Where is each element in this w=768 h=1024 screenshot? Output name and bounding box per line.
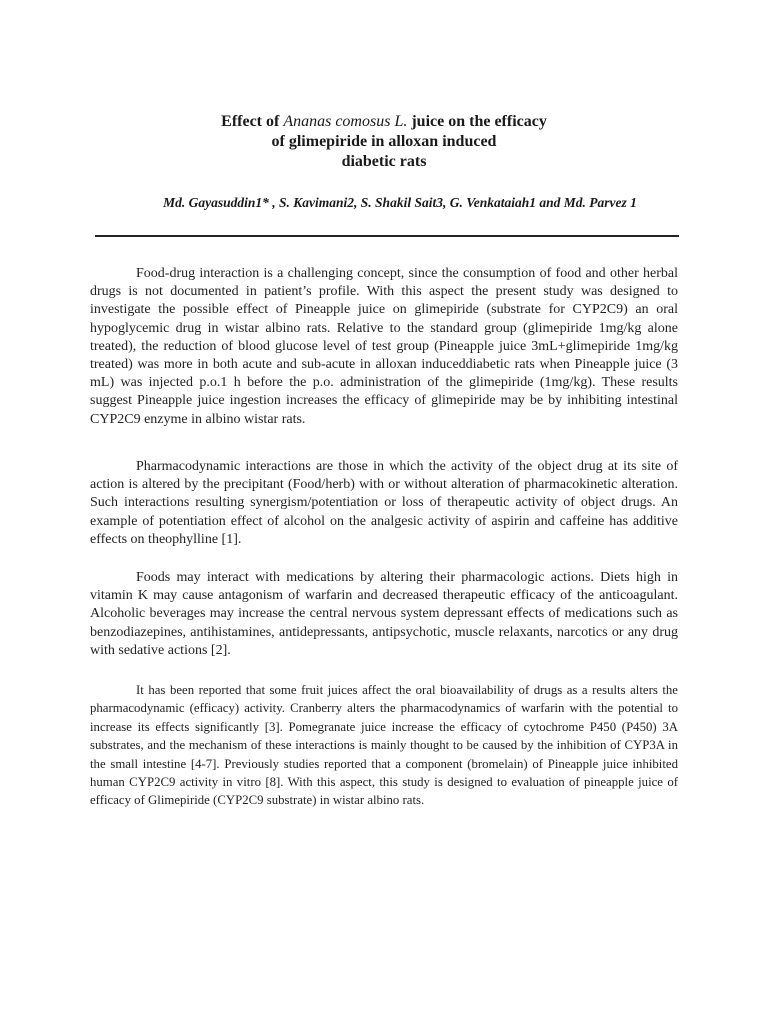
title-line-1 xyxy=(0,112,768,132)
body-paragraph-fruit-juices xyxy=(90,681,678,810)
body-paragraph-pharmacodynamic xyxy=(90,458,678,549)
paragraph-text: Foods may interact with medications by altering their pharmacologic actions. Diets high in vitamin K may cause antagonism of warfarin and decreased therapeutic efficacy of the anticoagulant. Alcoholic beverages may increase the central nervous system depressant effects of medications such as benzodiazepines, antihistamines, antidepressants, antipsychotic, muscle relaxants, narcotics or any drug with sedative actions [2]. xyxy=(90,570,678,658)
author-list: Md. Gayasuddin1* , S. Kavimani2, S. Shakil Sait3, G. Venkataiah1 and Md. Parvez 1 xyxy=(163,195,637,210)
body-paragraph-foods xyxy=(90,569,678,660)
paragraph-text: Pharmacodynamic interactions are those in which the activity of the object drug at its site of action is altered by the precipitant (Food/herb) with or without alteration of pharmacokinetic alteration. Such interactions resulting synergism/potentiation or loss of therapeutic activity of object drugs. An example of potentiation effect of alcohol on the analgesic activity of aspirin and caffeine has additive effects on theophylline [1]. xyxy=(90,459,678,547)
paragraph-text: It has been reported that some fruit juices affect the oral bioavailability of drugs as a results alters the pharmacodynamic (efficacy) activity. Cranberry alters the pharmacodynamics of warfarin with the potential to increase its effects significantly [3]. Pomegranate juice increase the efficacy of cytochrome P450 (P450) 3A substrates, and the mechanism of these interactions is mainly thought to be caused by the inhibition of CYP3A in the small intestine [4-7]. Previously studies reported that a component (bromelain) of Pineapple juice inhibited human CYP2C9 activity in vitro [8]. With this aspect, this study is designed to evaluation of pineapple juice of efficacy of Glimepiride (CYP2C9 substrate) in wistar albino rats. xyxy=(90,683,678,808)
title-line-2: of glimepiride in alloxan induced xyxy=(271,133,497,150)
abstract-paragraph xyxy=(90,265,678,429)
title-species-name: Ananas comosus L. xyxy=(283,113,408,130)
title-line-3: diabetic rats xyxy=(341,153,427,170)
paper-title xyxy=(0,112,768,172)
title-suffix: juice on the efficacy xyxy=(407,113,547,130)
paragraph-text: Food-drug interaction is a challenging concept, since the consumption of food and other herbal drugs is not documented in patient’s profile. With this aspect the present study was designed to investigate the possible effect of Pineapple juice on glimepiride (substrate for CYP2C9) an oral hypoglycemic drug in wistar albino rats. Relative to the standard group (glimepiride 1mg/kg alone treated), the reduction of blood glucose level of test group (Pineapple juice 3mL+glimepiride 1mg/kg treated) was more in both acute and sub-acute in alloxan induceddiabetic rats when Pineapple juice (3 mL) was injected p.o.1 h before the p.o. administration of the glimepiride (1mg/kg). These results suggest Pineapple juice ingestion increases the efficacy of glimepiride may be by inhibiting intestinal CYP2C9 enzyme in albino wistar rats. xyxy=(90,266,678,427)
title-prefix: Effect of xyxy=(221,113,284,130)
title-divider xyxy=(95,235,679,237)
